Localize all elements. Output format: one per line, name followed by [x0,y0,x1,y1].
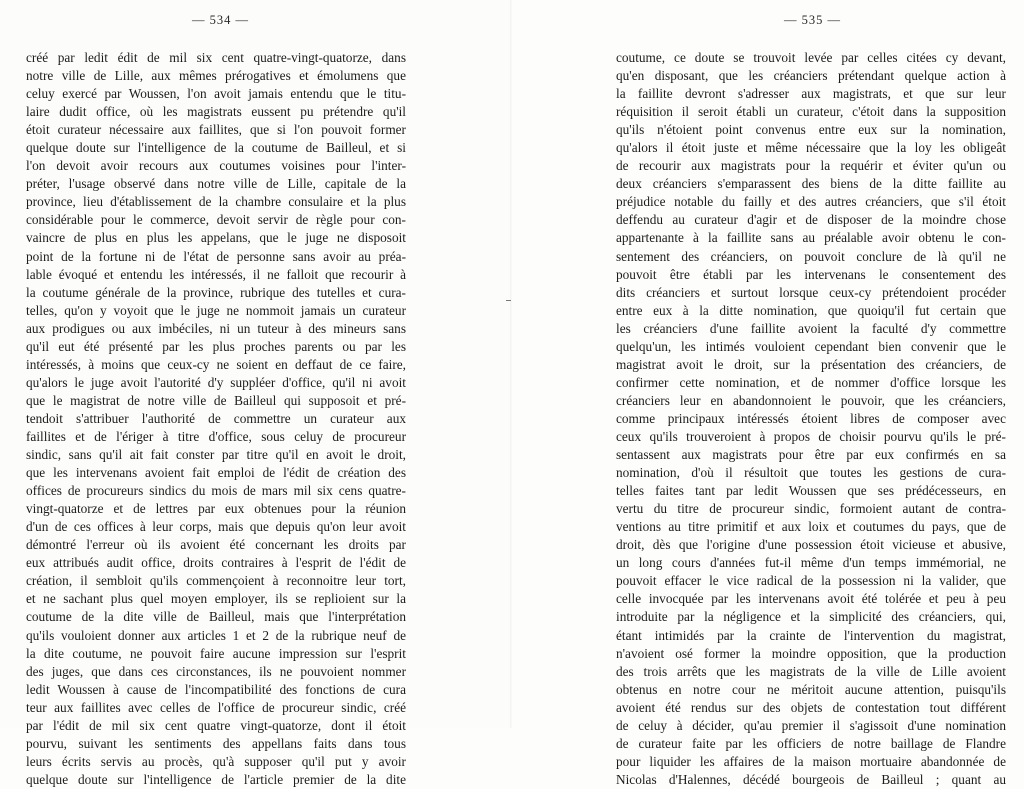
text-line: tendoit s'attribuer l'authorité de commettre un curateur aux [26,410,406,426]
text-line: de curateur faite par les officiers de notre baillage de Flandre [616,735,1006,751]
text-line: étoit curateur nécessaire aux faillites, que si l'on pouvoit former [26,122,406,138]
text-line: création, il sembloit qu'ils commençoient à reconnoitre leur tort, [26,573,406,589]
left-page-number: — 534 — [192,13,249,27]
text-line: vaincre de plus en plus les appelans, que le juge ne disposoit [26,230,406,246]
text-line: l'on devoit avoir recours aux coutumes voisines pour l'inter- [26,158,406,174]
text-line: telles, qu'on y voyoit que le juge ne nommoit jamais un curateur [26,302,406,318]
text-line: préjudice notable du failly et des autres créanciers, que s'il étoit [616,194,1006,210]
text-line: pourvu, suivant les sentiments des appellans faits dans tous [26,735,406,751]
text-line: qu'alors il étoit juste et même nécessaire que la loy les obligeât [616,140,1006,156]
text-line: quelque doute sur l'intelligence de la coutume de Bailleul, et si [26,140,406,156]
text-line: quelqu'un, les intimés vouloient cependant bien convenir que le [616,338,1006,354]
text-line: quelque doute sur l'intelligence de l'article premier de la dite [26,771,406,787]
text-line: appartenante à la faillite sans au préalable avoir obtenu le con- [616,230,1006,246]
text-line: qu'alors le juge avoit l'autorité d'y suppléer d'office, qu'il ni avoit [26,374,406,390]
text-line: des juges, que dans ces circonstances, ils ne pouvoient nommer [26,663,406,679]
text-line: province, lieu d'établissement de la chambre consulaire et la plus [26,194,406,210]
text-line: créé par ledit édit de mil six cent quatre-vingt-quatorze, dans [26,50,406,65]
text-line: la coutume générale de la province, rubrique des tutelles et cura- [26,284,406,300]
text-line: qu'en disposant, que les créanciers prétendant quelque action à [616,68,1006,84]
right-page [512,0,1024,787]
text-line: offices de procureurs sindics du mois de mars mil six cens quatre- [26,483,406,499]
text-line: vertu du titre de procureur sindic, formoient autant de contra- [616,501,1006,517]
text-line: leurs écrits servis au procès, qu'à supposer qu'il put y avoir [26,753,406,769]
right-page-number: — 535 — [784,13,841,27]
text-line: pouvoit effacer le vice radical de la possession ni la valider, que [616,573,1006,589]
text-line: entre eux à la ditte nomination, que quoiqu'il fut certain que [616,302,1006,318]
text-line: deux créanciers s'emparassent des biens de la ditte faillite au [616,176,1006,192]
text-line: pouvoit être établi par les intervenans le consentement des [616,266,1006,282]
text-line: deffendu au curateur d'agir et de disposer de la moindre chose [616,212,1006,228]
text-line: point de la fortune ni de l'état de personne sans avoir au préa- [26,248,406,264]
text-line: telles faites tant par ledit Woussen que ses prédécesseurs, en [616,483,1006,499]
text-line: obtenus en notre cour ne méritoit aucune attention, puisqu'ils [616,681,1006,697]
text-line: créanciers leur en abandonnoient le pouvoir, que les créanciers, [616,392,1006,408]
text-line: les créanciers d'une faillite avoient la faculté d'y commettre [616,320,1006,336]
text-line: sindic, sans qu'il ait fait conster par titre qu'il en avoit le droit, [26,447,406,463]
text-line: teur aux faillites avec celles de l'office de procureur sindic, créé [26,699,406,715]
text-line: de recourir aux magistrats pour la requérir et éviter qu'un ou [616,158,1006,174]
text-line: nomination, d'où il résultoit que toutes les gestions de cura- [616,465,1006,481]
text-line: qu'il eut été présenté par les plus proches parents ou par les [26,338,406,354]
gutter-mark [506,300,511,301]
text-line: coutume, ce doute se trouvoit levée par celles citées cy devant, [616,50,1006,65]
text-line: étant intimidés par la crainte de l'intervention du magistrat, [616,627,1006,643]
text-line: par l'édit de mil six cent quatre vingt-quatorze, dont il étoit [26,717,406,733]
text-line: lable évoqué et entendu les intéressés, il ne falloit que recourir à [26,266,406,282]
text-line: coutume de la dite ville de Bailleul, mais que l'interprétation [26,609,406,625]
text-line: Nicolas d'Halennes, décédé bourgeois de Bailleul ; quant au [616,771,1006,787]
text-line: celuy exercé par Woussen, l'on avoit jamais entendu que le titu- [26,86,406,102]
text-line: confirmer cette nomination, et de nommer d'office lorsque les [616,374,1006,390]
text-line: sentassent aux magistrats pour être par eux confirmés en sa [616,447,1006,463]
text-line: démontré l'erreur où ils avoient été concernant les droits par [26,537,406,553]
text-line: qu'ils vouloient donner aux articles 1 et 2 de la rubrique neuf de [26,627,406,643]
text-line: préter, l'usage observé dans notre ville de Lille, capitale de la [26,176,406,192]
text-line: un long cours d'années fut-il même d'un temps immémorial, ne [616,555,1006,571]
text-line: droit, dès que l'origine d'une possession étoit vicieuse et abusive, [616,537,1006,553]
text-line: n'avoient osé former la moindre opposition, que la production [616,645,1006,661]
text-line: celle invocquée par les intervenans avoit été tolérée et peu à peu [616,591,1006,607]
right-page-text [616,49,1006,789]
text-line: la dite coutume, ne pouvoit faire aucune impression sur l'esprit [26,645,406,661]
text-line: notre ville de Lille, aux mêmes prérogatives et émolumens que [26,68,406,84]
text-line: avoient été rendus sur des objets de contestation tout différent [616,699,1006,715]
text-line: d'un de ces offices à leur corps, mais que depuis qu'on leur avoit [26,519,406,535]
text-line: réquisition il seroit établi un curateur, c'étoit dans la supposition [616,104,1006,120]
text-line: aux prodigues ou aux imbéciles, ni un tuteur à des mineurs sans [26,320,406,336]
text-line: considérable pour le commerce, devoit servir de règle pour con- [26,212,406,228]
text-line: la faillite devront s'adresser aux magistrats, et que sur leur [616,86,1006,102]
text-line: ceux qu'ils trouveroient à propos de choisir pourvu qu'ils le pré- [616,428,1006,444]
left-page-text [26,49,406,789]
text-line: que le magistrat de notre ville de Bailleul qui supposoit et pré- [26,392,406,408]
left-page [0,0,512,787]
text-line: des trois arrêts que les magistrats de la ville de Lille avoient [616,663,1006,679]
text-line: ledit Woussen à cause de l'incompatibilité des fonctions de cura [26,681,406,697]
text-line: qu'ils n'étoient point convenus entre eux sur la nomination, [616,122,1006,138]
text-line: dits créanciers et surtout lorsque ceux-cy prétendoient procéder [616,284,1006,300]
text-line: sentement des créanciers, on pouvoit conclure de là qu'il ne [616,248,1006,264]
text-line: introduite par la négligence et la simplicité des créanciers, qui, [616,609,1006,625]
text-line: magistrat avoit le droit, sur la présentation des créanciers, de [616,356,1006,372]
text-line: ventions au titre primitif et aux loix et coutumes du pays, que de [616,519,1006,535]
text-line: intéressés, à moins que ceux-cy ne soient en deffaut de ce faire, [26,356,406,372]
text-line: eux attribués audit office, droits contraires à l'esprit de l'édit de [26,555,406,571]
text-line: pour liquider les affaires de la maison mortuaire abandonnée de [616,753,1006,769]
text-line: faillites et de l'ériger à titre d'office, sous celuy de procureur [26,428,406,444]
text-line: que les intervenans avoient fait emploi de l'édit de création des [26,465,406,481]
text-line: vingt-quatorze et de lettres par eux obtenues pour la réunion [26,501,406,517]
text-line: et ne sachant plus quel moyen employer, ils se replioient sur la [26,591,406,607]
text-line: laire dudit office, où les magistrats eussent pu prétendre qu'il [26,104,406,120]
text-line: comme principaux intéressés étoient libres de composer avec [616,410,1006,426]
text-line: de celuy à décider, qu'au premier il s'agissoit d'une nomination [616,717,1006,733]
